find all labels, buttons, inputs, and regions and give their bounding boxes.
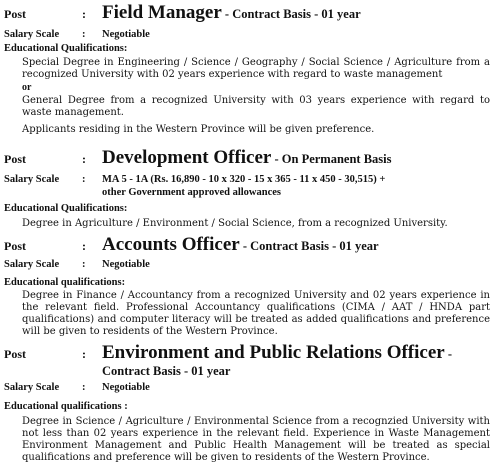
salary-colon: : [82,382,86,393]
or-separator: or [22,82,32,93]
post-colon: : [82,7,86,21]
salary-label: Salary Scale [4,29,60,40]
post-label: Post [4,347,26,361]
salary-value: Negotiable [102,382,150,393]
edu-heading: Educational qualifications : [4,401,128,412]
salary-value: Negotiable [102,29,150,40]
post-label: Post [4,152,26,166]
salary-colon: : [82,259,86,270]
post-title-sub: - [444,347,453,361]
post-accounts-officer [0,234,500,337]
post-title [102,342,452,364]
post-colon: : [82,152,86,166]
salary-label: Salary Scale [4,174,60,185]
edu-heading: Educational qualifications: [4,277,126,288]
post-title [102,2,361,24]
salary-value-cont: other Government approved allowances [102,187,281,198]
edu-heading: Educational Qualifications: [4,43,128,54]
post-label: Post [4,7,26,21]
salary-colon: : [82,29,86,40]
edu-heading: Educational Qualifications: [4,203,128,214]
post-colon: : [82,347,86,361]
salary-colon: : [82,174,86,185]
post-label: Post [4,239,26,253]
post-title [102,147,392,169]
post-title-sub: - On Permanent Basis [271,152,392,166]
salary-value: Negotiable [102,259,150,270]
post-title-sub-line2: Contract Basis - 01 year [102,364,231,378]
preference-note: Applicants residing in the Western Province will be given preference. [22,124,375,135]
post-title-sub: - Contract Basis - 01 year [239,239,379,253]
post-title-main: Development Officer [102,147,272,168]
post-colon: : [82,239,86,253]
qualification-paragraph: Degree in Finance / Accountancy from a recognized University and 02 years experience in the relevant field. Professional Accountancy qualifications (CIMA / AAT / HNDA part qualifications) and computer literacy will be treated as added qualifications and preference will be given to residents of the Western Province. [22,290,490,337]
qualification-paragraph: Degree in Science / Agriculture / Environmental Science from a recognzied University with not less than 02 years experience in the relevant field. Experience in Waste Management Environment Management and Public Health Management will be treated as special qualifications and preference will be given to residents of the Western Province. [22,416,490,463]
salary-value: MA 5 - 1A (Rs. 16,890 - 10 x 320 - 15 x 365 - 11 x 450 - 30,515) + [102,174,386,185]
post-development-officer [0,147,500,229]
post-title [102,234,379,256]
post-title-main: Accounts Officer [102,234,240,255]
qualification-paragraph: General Degree from a recognized University with 03 years experience with regard to waste management. [22,95,490,118]
post-title-sub: - Contract Basis - 01 year [221,7,361,21]
qualification-paragraph: Degree in Agriculture / Environment / Social Science, from a recognized University. [22,218,448,229]
salary-label: Salary Scale [4,259,60,270]
salary-label: Salary Scale [4,382,60,393]
post-title-main: Environment and Public Relations Officer [102,342,445,363]
qualification-paragraph: Special Degree in Engineering / Science / Geography / Social Science / Agriculture from a recognized University with 02 years experience with regard to waste management [22,57,490,80]
post-field-manager [0,2,500,135]
post-title-main: Field Manager [102,2,222,23]
post-environment-pr-officer [0,342,500,463]
